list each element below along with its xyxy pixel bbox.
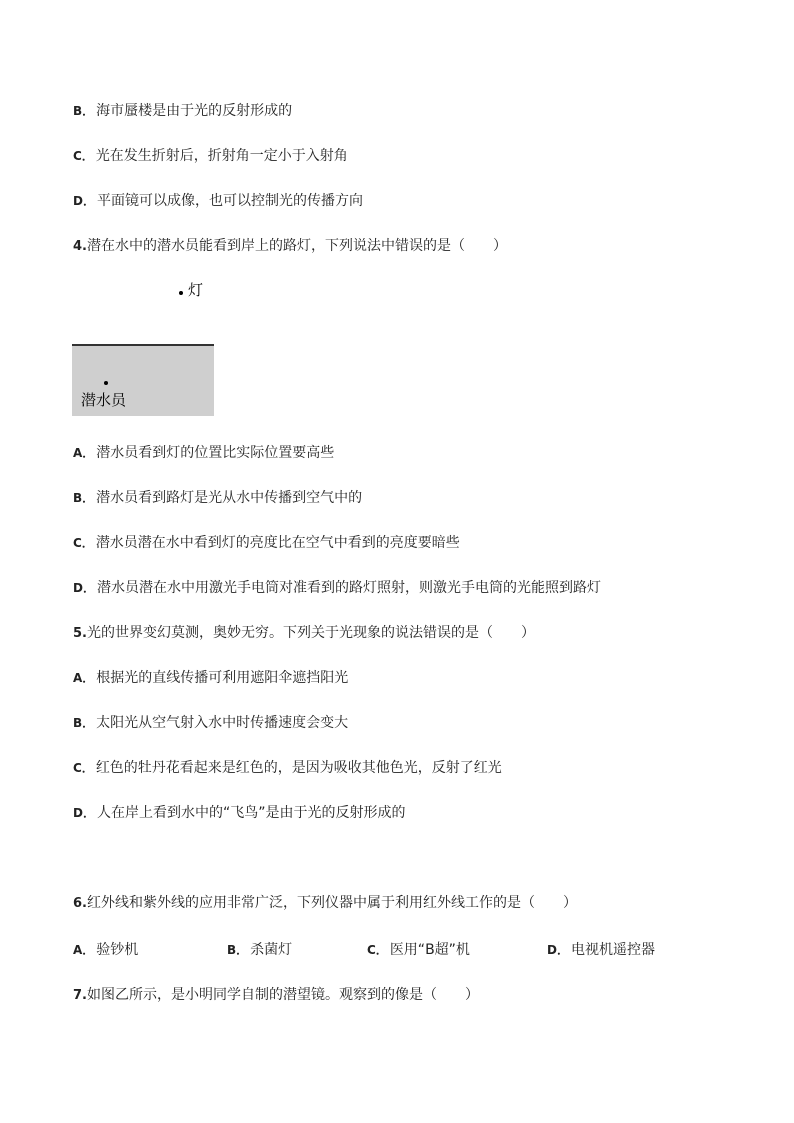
lamp-label: 灯 (188, 281, 204, 299)
q3-option-d (73, 191, 363, 211)
q3-option-b (73, 101, 292, 121)
option-label: D． (73, 194, 95, 208)
question-number: 6. (73, 896, 87, 911)
q5-option-c (73, 758, 502, 778)
option-label: B． (73, 716, 95, 730)
option-label: C． (73, 761, 94, 775)
q6-option-b (227, 940, 292, 960)
option-text: 医用“B超”机 (389, 942, 470, 958)
option-label: B． (227, 943, 249, 957)
q7-stem (73, 985, 479, 1006)
q4-stem (73, 236, 507, 257)
question-number: 7. (73, 988, 87, 1003)
option-text: 光在发生折射后，折射角一定小于入射角 (95, 148, 348, 164)
lamp-point (179, 291, 183, 295)
q4-option-b (73, 488, 362, 508)
option-text: 验钞机 (96, 942, 139, 958)
q6-stem (73, 893, 577, 914)
question-text: 如图乙所示，是小明同学自制的潜望镜。观察到的像是（ ） (86, 987, 479, 1003)
q3-option-c (73, 146, 348, 166)
lamp-diver-figure (72, 278, 216, 418)
q6-option-a (73, 940, 138, 960)
q6-options-row (73, 940, 713, 960)
water-region (72, 344, 214, 416)
option-label: D． (73, 806, 95, 820)
option-label: D． (547, 943, 569, 957)
question-number: 5. (73, 626, 87, 641)
option-text: 红色的牡丹花看起来是红色的，是因为吸收其他色光，反射了红光 (95, 760, 502, 776)
option-label: C． (367, 943, 388, 957)
option-label: C． (73, 149, 94, 163)
option-text: 平面镜可以成像，也可以控制光的传播方向 (96, 193, 363, 209)
question-text: 光的世界变幻莫测，奥妙无穷。下列关于光现象的说法错误的是（ ） (86, 625, 535, 641)
option-text: 潜水员看到路灯是光从水中传播到空气中的 (96, 490, 363, 506)
question-text: 红外线和紫外线的应用非常广泛，下列仪器中属于利用红外线工作的是（ ） (86, 895, 577, 911)
option-text: 杀菌灯 (250, 942, 293, 958)
option-label: A． (73, 671, 95, 685)
diver-point (104, 381, 108, 385)
q4-option-c (73, 533, 460, 553)
option-text: 潜水员看到灯的位置比实际位置要高些 (96, 445, 335, 461)
option-label: A． (73, 943, 95, 957)
option-text: 电视机遥控器 (570, 942, 655, 958)
option-text: 太阳光从空气射入水中时传播速度会变大 (96, 715, 349, 731)
question-text: 潜在水中的潜水员能看到岸上的路灯，下列说法中错误的是（ ） (86, 238, 507, 254)
option-label: B． (73, 104, 95, 118)
q5-stem (73, 623, 535, 644)
option-text: 潜水员潜在水中用激光手电筒对准看到的路灯照射，则激光手电筒的光能照到路灯 (96, 580, 601, 596)
diver-label: 潜水员 (81, 391, 127, 409)
option-label: C． (73, 536, 94, 550)
q5-option-b (73, 713, 348, 733)
q4-option-d (73, 578, 601, 598)
option-label: B． (73, 491, 95, 505)
q4-option-a (73, 443, 334, 463)
q5-option-d (73, 803, 405, 823)
option-label: D． (73, 581, 95, 595)
q5-option-a (73, 668, 348, 688)
option-text: 根据光的直线传播可利用遮阳伞遮挡阳光 (96, 670, 349, 686)
option-text: 潜水员潜在水中看到灯的亮度比在空气中看到的亮度要暗些 (95, 535, 460, 551)
option-text: 人在岸上看到水中的“飞鸟”是由于光的反射形成的 (96, 805, 406, 821)
question-number: 4. (73, 239, 87, 254)
option-text: 海市蜃楼是由于光的反射形成的 (96, 103, 293, 119)
option-label: A． (73, 446, 95, 460)
q6-option-c (367, 940, 470, 960)
q6-option-d (547, 940, 655, 960)
